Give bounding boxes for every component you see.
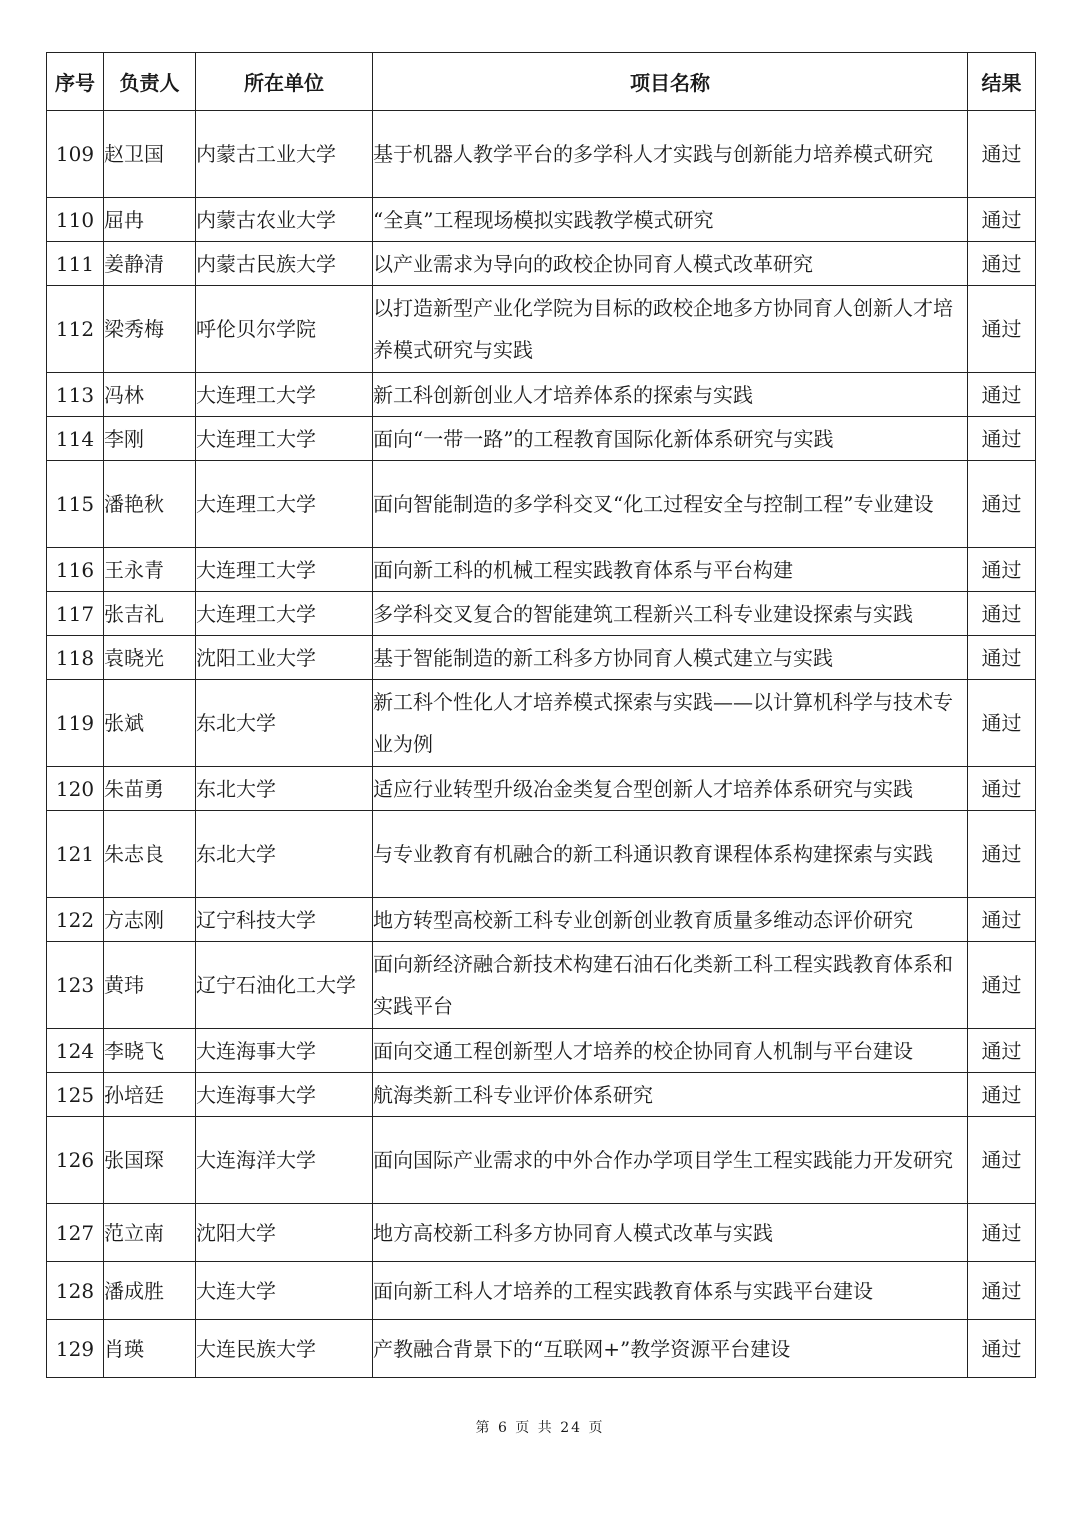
row-project: 多学科交叉复合的智能建筑工程新兴工科专业建设探索与实践	[373, 592, 968, 636]
header-index: 序号	[47, 53, 104, 111]
row-index: 110	[47, 198, 104, 242]
row-project: “全真”工程现场模拟实践教学模式研究	[373, 198, 968, 242]
row-unit: 大连理工大学	[196, 417, 373, 461]
row-unit: 东北大学	[196, 767, 373, 811]
row-unit: 大连理工大学	[196, 373, 373, 417]
row-leader: 李刚	[104, 417, 196, 461]
table-row	[47, 373, 1036, 417]
row-project: 新工科个性化人才培养模式探索与实践——以计算机科学与技术专业为例	[373, 680, 968, 767]
row-result: 通过	[968, 1262, 1036, 1320]
row-project: 地方转型高校新工科专业创新创业教育质量多维动态评价研究	[373, 898, 968, 942]
row-unit: 大连海洋大学	[196, 1117, 373, 1204]
row-project: 新工科创新创业人才培养体系的探索与实践	[373, 373, 968, 417]
row-index: 129	[47, 1320, 104, 1378]
table-row	[47, 242, 1036, 286]
row-index: 126	[47, 1117, 104, 1204]
row-leader: 梁秀梅	[104, 286, 196, 373]
row-index: 112	[47, 286, 104, 373]
header-unit: 所在单位	[196, 53, 373, 111]
row-project: 与专业教育有机融合的新工科通识教育课程体系构建探索与实践	[373, 811, 968, 898]
row-index: 123	[47, 942, 104, 1029]
table-row	[47, 198, 1036, 242]
header-row	[47, 53, 1036, 111]
row-leader: 姜静清	[104, 242, 196, 286]
row-leader: 张斌	[104, 680, 196, 767]
row-unit: 沈阳大学	[196, 1204, 373, 1262]
row-project: 地方高校新工科多方协同育人模式改革与实践	[373, 1204, 968, 1262]
row-project: 以打造新型产业化学院为目标的政校企地多方协同育人创新人才培养模式研究与实践	[373, 286, 968, 373]
table-row	[47, 592, 1036, 636]
row-leader: 潘成胜	[104, 1262, 196, 1320]
row-leader: 冯林	[104, 373, 196, 417]
row-leader: 张吉礼	[104, 592, 196, 636]
row-result: 通过	[968, 198, 1036, 242]
row-leader: 李晓飞	[104, 1029, 196, 1073]
table-row	[47, 767, 1036, 811]
row-unit: 大连理工大学	[196, 548, 373, 592]
table-row	[47, 1320, 1036, 1378]
table-row	[47, 1117, 1036, 1204]
row-project: 基于智能制造的新工科多方协同育人模式建立与实践	[373, 636, 968, 680]
row-index: 128	[47, 1262, 104, 1320]
row-unit: 大连理工大学	[196, 461, 373, 548]
row-leader: 肖瑛	[104, 1320, 196, 1378]
row-index: 111	[47, 242, 104, 286]
table-row	[47, 1262, 1036, 1320]
table-row	[47, 286, 1036, 373]
row-unit: 辽宁石油化工大学	[196, 942, 373, 1029]
row-result: 通过	[968, 1029, 1036, 1073]
table-row	[47, 111, 1036, 198]
table-row	[47, 680, 1036, 767]
table-row	[47, 417, 1036, 461]
row-project: 以产业需求为导向的政校企协同育人模式改革研究	[373, 242, 968, 286]
row-unit: 呼伦贝尔学院	[196, 286, 373, 373]
row-leader: 方志刚	[104, 898, 196, 942]
row-project: 面向智能制造的多学科交叉“化工过程安全与控制工程”专业建设	[373, 461, 968, 548]
row-leader: 孙培廷	[104, 1073, 196, 1117]
row-project: 航海类新工科专业评价体系研究	[373, 1073, 968, 1117]
row-index: 127	[47, 1204, 104, 1262]
row-unit: 沈阳工业大学	[196, 636, 373, 680]
row-result: 通过	[968, 1117, 1036, 1204]
row-leader: 朱苗勇	[104, 767, 196, 811]
table-row	[47, 636, 1036, 680]
row-leader: 袁晓光	[104, 636, 196, 680]
row-result: 通过	[968, 111, 1036, 198]
header-leader: 负责人	[104, 53, 196, 111]
row-leader: 赵卫国	[104, 111, 196, 198]
row-index: 121	[47, 811, 104, 898]
row-result: 通过	[968, 636, 1036, 680]
row-project: 产教融合背景下的“互联网+”教学资源平台建设	[373, 1320, 968, 1378]
row-index: 114	[47, 417, 104, 461]
row-index: 113	[47, 373, 104, 417]
header-result: 结果	[968, 53, 1036, 111]
row-index: 119	[47, 680, 104, 767]
row-project: 面向交通工程创新型人才培养的校企协同育人机制与平台建设	[373, 1029, 968, 1073]
row-index: 115	[47, 461, 104, 548]
row-project: 面向国际产业需求的中外合作办学项目学生工程实践能力开发研究	[373, 1117, 968, 1204]
row-result: 通过	[968, 942, 1036, 1029]
table-body	[47, 111, 1036, 1378]
row-leader: 潘艳秋	[104, 461, 196, 548]
row-unit: 大连大学	[196, 1262, 373, 1320]
row-project: 面向“一带一路”的工程教育国际化新体系研究与实践	[373, 417, 968, 461]
row-index: 125	[47, 1073, 104, 1117]
row-index: 124	[47, 1029, 104, 1073]
row-index: 118	[47, 636, 104, 680]
table-row	[47, 461, 1036, 548]
row-result: 通过	[968, 461, 1036, 548]
table-row	[47, 548, 1036, 592]
header-project: 项目名称	[373, 53, 968, 111]
table-row	[47, 811, 1036, 898]
row-result: 通过	[968, 242, 1036, 286]
row-leader: 张国琛	[104, 1117, 196, 1204]
row-result: 通过	[968, 680, 1036, 767]
row-result: 通过	[968, 1073, 1036, 1117]
page-footer: 第 6 页 共 24 页	[475, 1420, 605, 1436]
row-result: 通过	[968, 373, 1036, 417]
row-unit: 辽宁科技大学	[196, 898, 373, 942]
row-unit: 大连海事大学	[196, 1073, 373, 1117]
row-index: 120	[47, 767, 104, 811]
row-leader: 黄玮	[104, 942, 196, 1029]
row-result: 通过	[968, 1320, 1036, 1378]
row-index: 116	[47, 548, 104, 592]
row-result: 通过	[968, 898, 1036, 942]
row-result: 通过	[968, 811, 1036, 898]
row-leader: 屈冉	[104, 198, 196, 242]
row-result: 通过	[968, 286, 1036, 373]
row-result: 通过	[968, 1204, 1036, 1262]
row-project: 面向新经济融合新技术构建石油石化类新工科工程实践教育体系和实践平台	[373, 942, 968, 1029]
row-unit: 大连海事大学	[196, 1029, 373, 1073]
row-unit: 内蒙古农业大学	[196, 198, 373, 242]
table-row	[47, 898, 1036, 942]
table-row	[47, 942, 1036, 1029]
row-result: 通过	[968, 548, 1036, 592]
row-result: 通过	[968, 417, 1036, 461]
row-unit: 大连民族大学	[196, 1320, 373, 1378]
row-index: 122	[47, 898, 104, 942]
row-unit: 东北大学	[196, 811, 373, 898]
row-index: 109	[47, 111, 104, 198]
row-result: 通过	[968, 592, 1036, 636]
table-row	[47, 1073, 1036, 1117]
row-unit: 东北大学	[196, 680, 373, 767]
table-row	[47, 1204, 1036, 1262]
row-leader: 范立南	[104, 1204, 196, 1262]
row-leader: 王永青	[104, 548, 196, 592]
row-index: 117	[47, 592, 104, 636]
row-result: 通过	[968, 767, 1036, 811]
row-project: 适应行业转型升级冶金类复合型创新人才培养体系研究与实践	[373, 767, 968, 811]
row-unit: 大连理工大学	[196, 592, 373, 636]
row-unit: 内蒙古民族大学	[196, 242, 373, 286]
row-project: 面向新工科人才培养的工程实践教育体系与实践平台建设	[373, 1262, 968, 1320]
row-project: 面向新工科的机械工程实践教育体系与平台构建	[373, 548, 968, 592]
table-row	[47, 1029, 1036, 1073]
results-table	[46, 52, 1036, 1378]
row-unit: 内蒙古工业大学	[196, 111, 373, 198]
row-leader: 朱志良	[104, 811, 196, 898]
row-project: 基于机器人教学平台的多学科人才实践与创新能力培养模式研究	[373, 111, 968, 198]
